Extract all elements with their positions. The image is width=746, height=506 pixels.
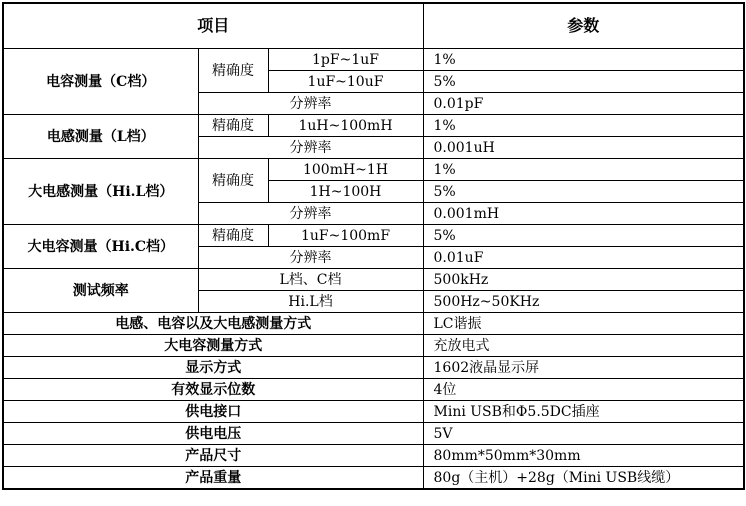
bigind-precision: 精确度 [198, 159, 268, 203]
display-label: 显示方式 [3, 357, 423, 379]
freq-val2: 500Hz~50KHz [423, 291, 744, 313]
voltage-label: 供电电压 [3, 423, 423, 445]
table-row [3, 401, 744, 423]
cap-res-val: 0.01pF [423, 93, 744, 115]
method-bigcap-label: 大电容测量方式 [3, 335, 423, 357]
table-row [3, 313, 744, 335]
bigcap-range1: 1uF~100mF [268, 225, 423, 247]
ind-precision: 精确度 [198, 115, 268, 137]
table-row [3, 445, 744, 467]
table-row [3, 423, 744, 445]
method-bigcap-value: 充放电式 [423, 335, 744, 357]
ind-label: 电感测量（L档） [3, 115, 198, 159]
ind-resolution: 分辨率 [198, 137, 423, 159]
bigcap-precision: 精确度 [198, 225, 268, 247]
cap-range2: 1uF~10uF [268, 71, 423, 93]
ind-res-val: 0.001uH [423, 137, 744, 159]
table-row [3, 269, 744, 291]
bigind-val2: 5% [423, 181, 744, 203]
table-row [3, 49, 744, 71]
cap-val2: 5% [423, 71, 744, 93]
bigind-range2: 1H~100H [268, 181, 423, 203]
bigcap-res-val: 0.01uF [423, 247, 744, 269]
bigind-label: 大电感测量（Hi.L档） [3, 159, 198, 225]
digits-label: 有效显示位数 [3, 379, 423, 401]
spec-table-wrapper [2, 2, 745, 490]
table-row [3, 335, 744, 357]
bigind-resolution: 分辨率 [198, 203, 423, 225]
voltage-value: 5V [423, 423, 744, 445]
size-label: 产品尺寸 [3, 445, 423, 467]
display-value: 1602液晶显示屏 [423, 357, 744, 379]
table-row [3, 115, 744, 137]
bigcap-val1: 5% [423, 225, 744, 247]
table-row [3, 357, 744, 379]
freq-val1: 500kHz [423, 269, 744, 291]
cap-precision: 精确度 [198, 49, 268, 93]
ind-range1: 1uH~100mH [268, 115, 423, 137]
cap-label: 电容测量（C档） [3, 49, 198, 115]
header-param: 参数 [423, 3, 744, 49]
ind-val1: 1% [423, 115, 744, 137]
spec-table [2, 2, 745, 490]
freq-mode1: L档、C档 [198, 269, 423, 291]
cap-range1: 1pF~1uF [268, 49, 423, 71]
freq-mode2: Hi.L档 [198, 291, 423, 313]
bigind-res-val: 0.001mH [423, 203, 744, 225]
cap-val1: 1% [423, 49, 744, 71]
weight-label: 产品重量 [3, 467, 423, 490]
digits-value: 4位 [423, 379, 744, 401]
bigcap-resolution: 分辨率 [198, 247, 423, 269]
header-row [3, 3, 744, 49]
header-item: 项目 [3, 3, 423, 49]
cap-resolution: 分辨率 [198, 93, 423, 115]
power-port-label: 供电接口 [3, 401, 423, 423]
bigind-val1: 1% [423, 159, 744, 181]
table-row [3, 379, 744, 401]
method-lc-value: LC谐振 [423, 313, 744, 335]
table-row [3, 467, 744, 490]
table-row [3, 225, 744, 247]
size-value: 80mm*50mm*30mm [423, 445, 744, 467]
method-lc-label: 电感、电容以及大电感测量方式 [3, 313, 423, 335]
weight-value: 80g（主机）+28g（Mini USB线缆） [423, 467, 744, 490]
table-row [3, 159, 744, 181]
power-port-value: Mini USB和Φ5.5DC插座 [423, 401, 744, 423]
freq-label: 测试频率 [3, 269, 198, 313]
bigind-range1: 100mH~1H [268, 159, 423, 181]
bigcap-label: 大电容测量（Hi.C档） [3, 225, 198, 269]
